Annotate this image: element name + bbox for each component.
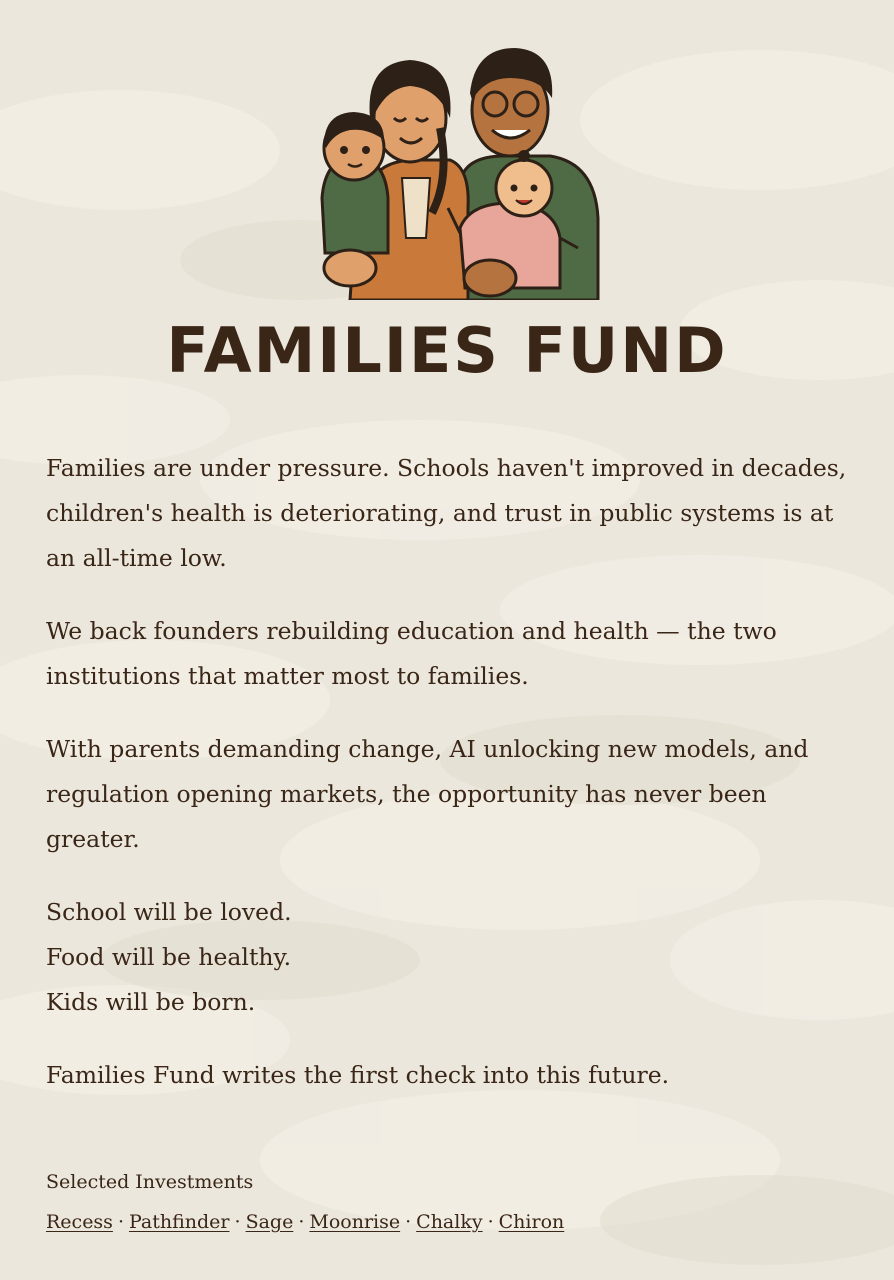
separator: · — [405, 1211, 412, 1233]
main-content — [46, 446, 866, 1126]
vision-line: School will be loved. — [46, 898, 292, 926]
closing-paragraph: Families Fund writes the first check into this future. — [46, 1061, 670, 1089]
investment-link-moonrise[interactable]: Moonrise — [309, 1211, 401, 1233]
separator: · — [117, 1211, 124, 1233]
page-title: FAMILIES FUND — [166, 314, 728, 387]
investment-link-chalky[interactable]: Chalky — [416, 1211, 483, 1233]
separator: · — [234, 1211, 241, 1233]
investments-label: Selected Investments — [46, 1171, 254, 1193]
investment-link-pathfinder[interactable]: Pathfinder — [128, 1211, 230, 1233]
investments-list — [46, 1206, 564, 1238]
separator: · — [298, 1211, 305, 1233]
investment-link-sage[interactable]: Sage — [245, 1211, 294, 1233]
investment-link-recess[interactable]: Recess — [46, 1211, 113, 1233]
vision-line: Kids will be born. — [46, 988, 256, 1016]
mission-paragraph: We back founders rebuilding education and health — the two institutions that matter most to families. — [46, 617, 777, 690]
family-illustration-icon — [310, 38, 600, 300]
investment-link-chiron[interactable]: Chiron — [498, 1211, 565, 1233]
intro-paragraph: Families are under pressure. Schools haven't improved in decades, children's health is deteriorating, and trust in public systems is at an all-time low. — [46, 454, 847, 572]
opportunity-paragraph: With parents demanding change, AI unlocking new models, and regulation opening markets, the opportunity has never been greater. — [46, 735, 809, 853]
vision-line: Food will be healthy. — [46, 943, 292, 971]
investments-section — [46, 1166, 564, 1238]
vision-lines — [46, 890, 866, 1025]
separator: · — [487, 1211, 494, 1233]
